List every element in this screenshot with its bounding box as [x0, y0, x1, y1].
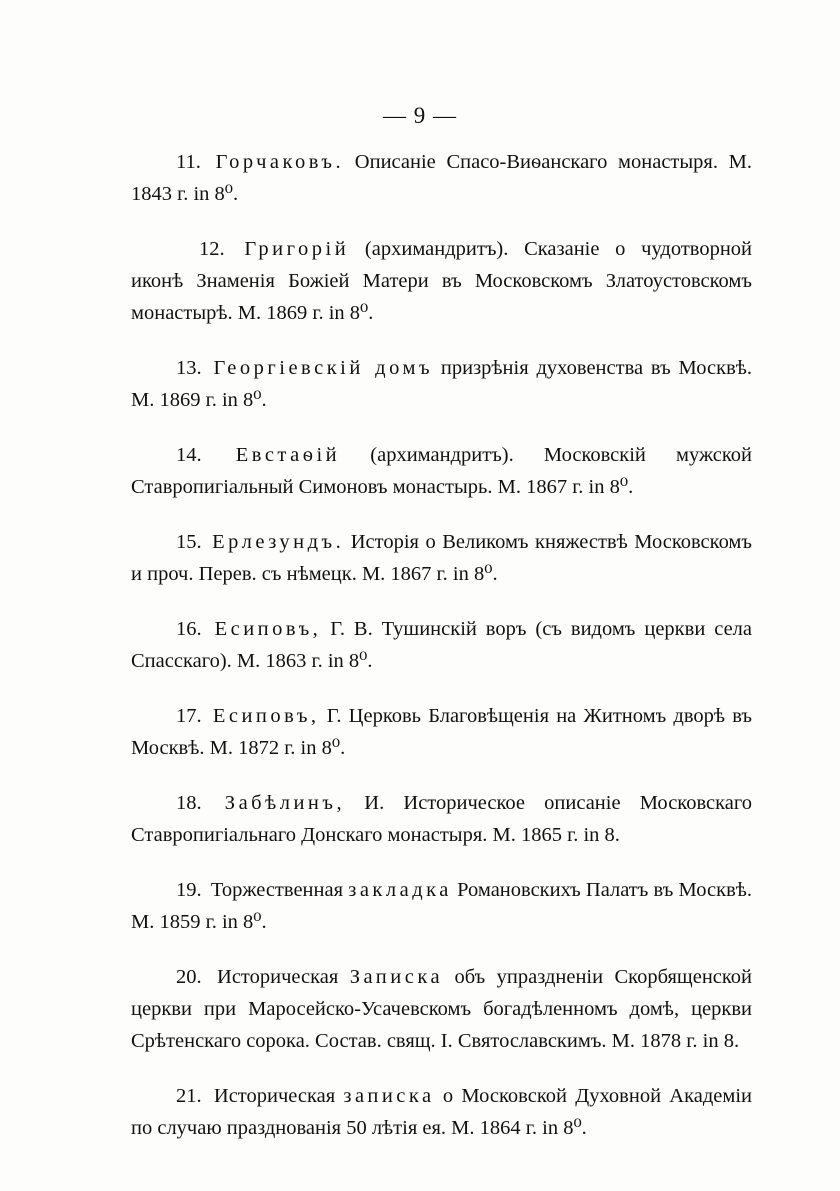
entry-text: Описаніе Спасо-Виѳанскаго монастыря. М. 1843 г. in 8⁰. [131, 151, 753, 205]
entry-author: Есиповъ, [212, 705, 320, 727]
bibliography-entry-18 [131, 787, 752, 851]
entry-text: (архимандритъ). Московскій мужской Ставропигіальный Симоновъ монастырь. М. 1867 г. in 8⁰. [131, 444, 752, 498]
bibliography-entry-15 [131, 526, 752, 590]
entry-author: Георгіевскій домъ [213, 357, 434, 379]
bibliography-entry-12 [131, 233, 752, 329]
entry-text: И. Историческое описаніе Московскаго Ставропигіальнаго Донскаго монастыря. М. 1865 г. in 8. [131, 792, 753, 846]
bibliography-entry-19 [131, 874, 752, 938]
entry-spaced-word: Записка [349, 966, 444, 988]
bibliography-entry-14 [131, 439, 752, 503]
entry-text-before: Торжественная [210, 879, 344, 901]
bibliography-entry-21 [131, 1080, 752, 1144]
entry-text: Исторія о Великомъ княжествѣ Московскомъ и проч. Перев. съ нѣмецк. М. 1867 г. in 8⁰. [131, 531, 753, 585]
entry-author: Ерлезундъ. [212, 531, 345, 553]
entry-text: Г. В. Тушинскій воръ (съ видомъ церкви села Спасскаго). М. 1863 г. in 8⁰. [131, 618, 753, 672]
entry-text: (архимандритъ). Сказаніе о чудотворной иконѣ Знаменія Божіей Матери въ Московскомъ Златоустовскомъ монастырѣ. М. 1869 г. in 8⁰. [131, 238, 753, 324]
entry-number: 21. [176, 1085, 202, 1107]
entry-text: Г. Церковь Благовѣщенія на Житномъ дворѣ въ Москвѣ. М. 1872 г. in 8⁰. [131, 705, 752, 759]
entry-number: 17. [176, 705, 202, 727]
entry-text-after: объ упраздненіи Скорбященской церкви при Маросейско-Усачевскомъ богадѣленномъ домѣ, церкви Срѣтенскаго сорока. Состав. свящ. I. Святославскимъ. М. 1878 г. in 8. [131, 966, 753, 1052]
bibliography-entry-20 [131, 961, 752, 1057]
entry-author: Евстаѳій [235, 444, 341, 466]
entry-text-before: Историческая [213, 1085, 336, 1107]
entry-spaced-word: закладка [348, 879, 452, 901]
entry-author: Есиповъ, [214, 618, 322, 640]
entry-number: 16. [176, 618, 202, 640]
entry-number: 11. [176, 151, 201, 173]
entry-number: 19. [176, 879, 202, 901]
bibliography-entry-17 [131, 700, 752, 764]
entry-author: Забѣлинъ, [224, 792, 346, 814]
bibliography-entry-13 [131, 352, 752, 416]
entry-number: 12. [199, 238, 225, 260]
entry-text-before: Историческая [217, 966, 339, 988]
page-number: — 9 — [383, 103, 457, 128]
entry-text-after: Романовскихъ Палатъ въ Москвѣ. М. 1859 г. in 8⁰. [131, 879, 753, 933]
bibliography-entry-16 [131, 613, 752, 677]
bibliography-entry-11 [131, 146, 752, 210]
entry-number: 14. [176, 444, 202, 466]
entry-text-after: о Московской Духовной Академіи по случаю празднованія 50 лѣтія ея. М. 1864 г. in 8⁰. [131, 1085, 753, 1139]
entry-author: Григорій [244, 238, 350, 260]
entry-number: 20. [176, 966, 202, 988]
entry-number: 13. [176, 357, 202, 379]
entry-number: 18. [176, 792, 202, 814]
entry-author: Горчаковъ. [215, 151, 345, 173]
entry-spaced-word: записка [343, 1085, 435, 1107]
bibliography-list [131, 146, 752, 1167]
entry-text: призрѣнія духовенства въ Москвѣ. М. 1869 г. in 8⁰. [131, 357, 752, 411]
entry-number: 15. [176, 531, 202, 553]
